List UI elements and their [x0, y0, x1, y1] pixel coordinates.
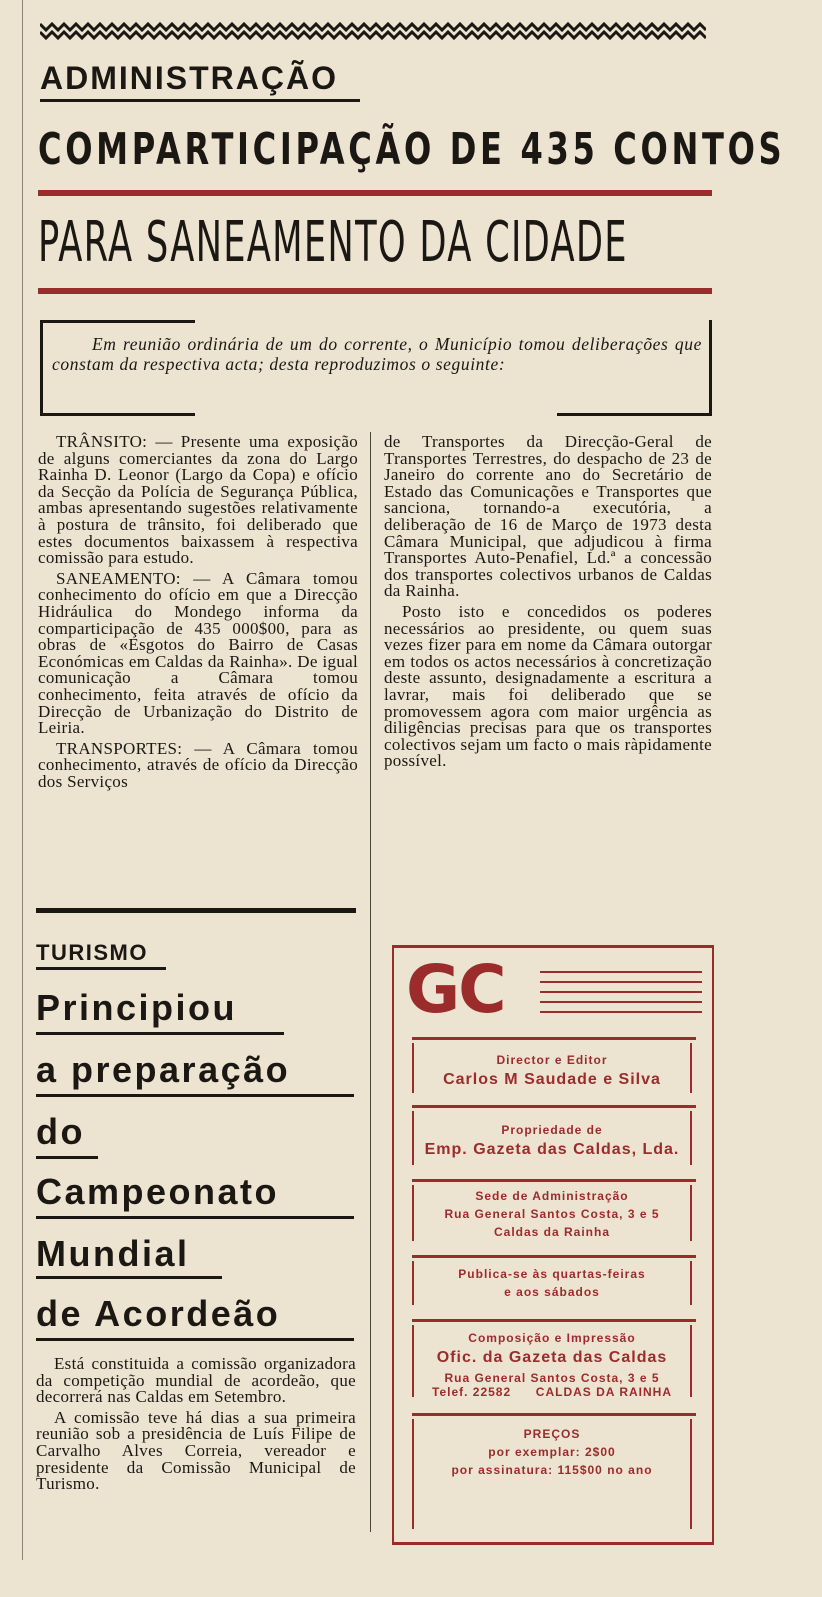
masthead-prices-box	[412, 1419, 692, 1529]
turismo-headline-line: Campeonato	[36, 1171, 280, 1212]
masthead-box	[392, 945, 714, 1545]
headline-rule	[36, 1094, 354, 1097]
price-copy: por exemplar: 2$00	[488, 1445, 616, 1459]
masthead-rule	[412, 1179, 696, 1182]
headline-rule	[36, 1156, 98, 1159]
masthead-rule	[412, 1255, 696, 1258]
print-phone: Telef. 22582	[432, 1385, 512, 1399]
masthead-print-box	[412, 1325, 692, 1397]
intro-text: Em reunião ordinária de um do corrente, o Município tomou deliberações que constam da respectiva acta; desta reproduzimos o seguinte:	[52, 334, 702, 374]
intro-box	[40, 320, 712, 416]
headline-comparticipacao: COMPARTICIPAÇÃO DE 435 CONTOS	[38, 124, 786, 175]
turismo-headline-line: de Acordeão	[36, 1293, 281, 1334]
logo-line	[540, 981, 702, 983]
director-name: Carlos M Saudade e Silva	[443, 1071, 661, 1088]
logo-line	[540, 1001, 702, 1003]
section-divider	[36, 908, 356, 913]
masthead-rule	[412, 1037, 696, 1040]
masthead-owner-box	[412, 1111, 692, 1165]
paragraph-saneamento: SANEAMENTO: — A Câmara tomou conhecimento do ofício em que a Direcção Hidráulica do Mondego informa da comparticipação de 435 000$00, para as obras de «Esgotos do Bairro de Casas Económicas em Caldas da Rainha». De igual comunicação a Câmara tomou conhecimento, feita através de ofício da Direcção de Urbanização do Distrito de Leiria.	[38, 568, 358, 738]
schedule-line-1: Publica-se às quartas-feiras	[458, 1267, 646, 1281]
section-underline	[40, 99, 360, 102]
section-underline	[36, 967, 166, 970]
headline-rule	[36, 1276, 222, 1279]
turismo-headline-line: Principiou	[36, 987, 238, 1028]
intro-box-corner	[557, 413, 712, 416]
page-left-rule	[22, 0, 23, 1560]
turismo-body	[36, 1356, 356, 1497]
masthead-rule	[392, 945, 394, 1545]
admin-column-2	[384, 434, 712, 774]
owner-name: Emp. Gazeta das Caldas, Lda.	[424, 1141, 680, 1158]
section-title-administracao: ADMINISTRAÇÃO	[40, 60, 338, 96]
turismo-headline-line: a preparação	[36, 1049, 291, 1090]
masthead-rule	[392, 945, 714, 948]
section-title-turismo: TURISMO	[36, 940, 148, 965]
turismo-headline-line: do	[36, 1111, 85, 1152]
paragraph-posto-isto: Posto isto e concedidos os poderes necessários ao presidente, ou quem suas vezes fizer para em nome da Câmara outorgar em todos os actos necessários à concretização deste assunto, designadamente a escritura a lavrar, mais foi deliberado que se promovessem agora com maior urgência as diligências precisas para que os transportes colectivos sejam um facto o mais ràpidamente possível.	[384, 601, 712, 771]
logo-line	[540, 1011, 702, 1013]
masthead-rule	[412, 1105, 696, 1108]
masthead-rule	[392, 1542, 714, 1545]
zigzag-ornament	[40, 20, 706, 42]
masthead-schedule-box	[412, 1261, 692, 1305]
headline-rule	[36, 1216, 354, 1219]
print-city: CALDAS DA RAINHA	[535, 1385, 672, 1399]
admin-city: Caldas da Rainha	[493, 1225, 611, 1239]
headline-saneamento: PARA SANEAMENTO DA CIDADE	[38, 210, 628, 275]
intro-box-corner	[40, 413, 195, 416]
headline-divider	[38, 288, 712, 294]
intro-box-corner	[709, 320, 712, 416]
paragraph-comissao: Está constituida a comissão organizadora da competição mundial de acordeão, que decorrerá nas Caldas em Setembro.	[36, 1354, 356, 1407]
masthead-director-box	[412, 1043, 692, 1093]
headline-rule	[36, 1032, 284, 1035]
masthead-logo: GC	[406, 951, 505, 1028]
admin-street: Rua General Santos Costa, 3 e 5	[444, 1207, 660, 1221]
print-street: Rua General Santos Costa, 3 e 5	[444, 1371, 660, 1385]
logo-line	[540, 971, 702, 973]
price-subscription: por assinatura: 115$00 no ano	[451, 1463, 653, 1477]
director-label: Director e Editor	[496, 1053, 608, 1067]
schedule-line-2: e aos sábados	[504, 1285, 600, 1299]
intro-box-corner	[40, 320, 43, 416]
print-label: Composição e Impressão	[468, 1331, 636, 1345]
admin-label: Sede de Administração	[475, 1189, 629, 1203]
paragraph-transito: TRÂNSITO: — Presente uma exposição de alguns comerciantes da zona do Largo Rainha D. Leonor (Largo da Copa) e ofício da Secção da Polícia de Segurança Pública, ambas apresentando sugestões relativamente à postura de trânsito, foi deliberado que estes documentos baixassem à respectiva comissão para estudo.	[38, 432, 358, 568]
intro-box-corner	[40, 320, 195, 323]
prices-label: PREÇOS	[523, 1427, 581, 1441]
column-divider	[370, 432, 371, 1532]
admin-column-1	[38, 434, 358, 794]
masthead-rule	[412, 1319, 696, 1322]
turismo-headline-line: Mundial	[36, 1233, 190, 1274]
paragraph-transportes-cont: de Transportes da Direcção-Geral de Transportes Terrestres, do despacho de 23 de Janeiro do corrente ano do Secretário de Estado das Comunicações e Transportes que sanciona, tornando-a executória, a deliberação de 16 de Março de 1973 desta Câmara Municipal, que adjudicou à firma Transportes Auto-Penafiel, Ld.ª a concessão dos transportes colectivos urbanos de Caldas da Rainha.	[384, 432, 712, 601]
print-name: Ofic. da Gazeta das Caldas	[436, 1349, 668, 1366]
paragraph-transportes: TRANSPORTES: — A Câmara tomou conhecimento, através de ofício da Direcção dos Serviços	[38, 738, 358, 791]
logo-line	[540, 991, 702, 993]
paragraph-reuniao: A comissão teve há dias a sua primeira reunião sob a presidência de Luís Filipe de Carvalho Alves Correia, vereador e presidente da Comissão Municipal de Turismo.	[36, 1407, 356, 1494]
headline-divider	[38, 190, 712, 196]
owner-label: Propriedade de	[501, 1123, 603, 1137]
masthead-admin-box	[412, 1185, 692, 1241]
headline-rule	[36, 1338, 354, 1341]
masthead-rule	[712, 945, 714, 1545]
masthead-rule	[412, 1413, 696, 1416]
